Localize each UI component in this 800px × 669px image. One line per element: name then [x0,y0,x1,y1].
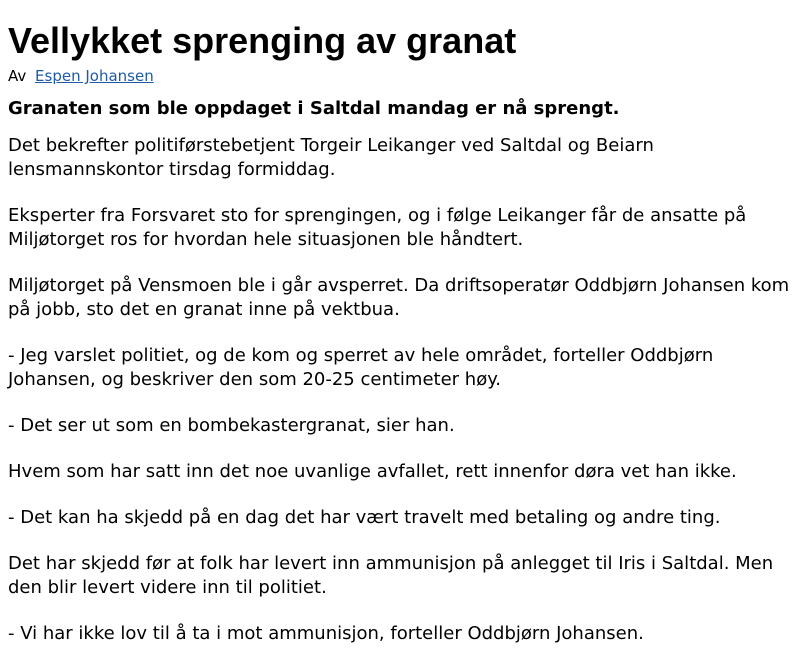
body-paragraph: Det bekrefter politiførstebetjent Torgeir Leikanger ved Saltdal og Beiarn lensmannskontor tirsdag formiddag. [8,135,654,180]
body-paragraph: - Det ser ut som en bombekastergranat, sier han. [8,415,455,436]
article-lead: Granaten som ble oppdaget i Saltdal mandag er nå sprengt. [8,98,620,119]
author-link[interactable]: Espen Johansen [35,67,154,85]
body-paragraph: Eksperter fra Forsvaret sto for sprengingen, og i følge Leikanger får de ansatte på Miljøtorget ros for hvordan hele situasjonen ble håndtert. [8,205,747,250]
byline [8,67,800,85]
body-paragraph: - Jeg varslet politiet, og de kom og sperret av hele området, forteller Oddbjørn Johansen, og beskriver den som 20-25 centimeter høy. [8,345,714,390]
body-paragraph: - Vi har ikke lov til å ta i mot ammunisjon, forteller Oddbjørn Johansen. [8,623,644,644]
body-paragraph: Miljøtorget på Vensmoen ble i går avsperret. Da driftsoperatør Oddbjørn Johansen kom på jobb, sto det en granat inne på vektbua. [8,275,790,320]
byline-prefix: Av [8,67,27,85]
article-body [8,134,800,646]
body-paragraph: - Det kan ha skjedd på en dag det har vært travelt med betaling og andre ting. [8,507,721,528]
body-paragraph: Det har skjedd før at folk har levert inn ammunisjon på anlegget til Iris i Saltdal. Men den blir levert videre inn til politiet. [8,553,774,598]
article-title: Vellykket sprenging av granat [8,20,517,61]
body-paragraph: Hvem som har satt inn det noe uvanlige avfallet, rett innenfor døra vet han ikke. [8,461,737,482]
article [8,0,800,646]
